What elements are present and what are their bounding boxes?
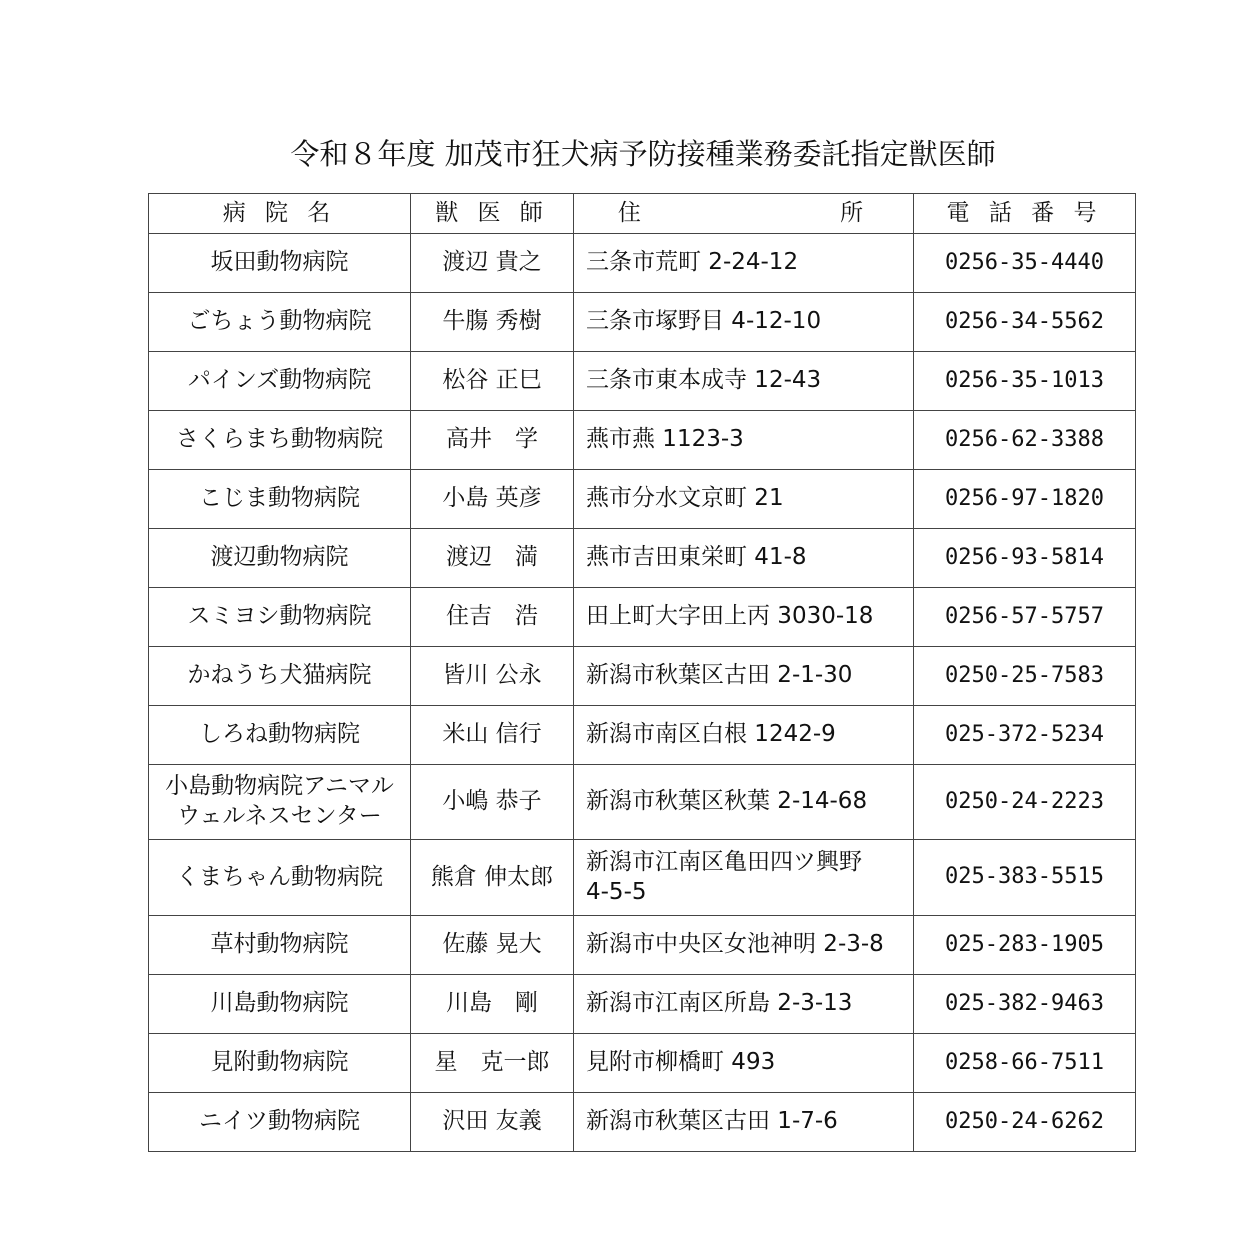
- address-cell: 三条市塚野目 4-12-10: [574, 293, 914, 352]
- hospital-name-cell: かねうち犬猫病院: [149, 647, 411, 706]
- table-row: [149, 647, 1136, 706]
- address-cell: 新潟市南区白根 1242-9: [574, 706, 914, 765]
- address-cell: 新潟市秋葉区古田 2-1-30: [574, 647, 914, 706]
- hospital-name-cell: くまちゃん動物病院: [149, 840, 411, 916]
- header-vet: 獣 医 師: [411, 194, 574, 234]
- table-row: [149, 975, 1136, 1034]
- hospital-name-cell: こじま動物病院: [149, 470, 411, 529]
- table-row: [149, 706, 1136, 765]
- vet-name-cell: 渡辺 満: [411, 529, 574, 588]
- phone-cell: 0256-57-5757: [914, 588, 1136, 647]
- vet-name-cell: 星 克一郎: [411, 1034, 574, 1093]
- phone-cell: 0250-24-6262: [914, 1093, 1136, 1152]
- address-cell: 燕市吉田東栄町 41-8: [574, 529, 914, 588]
- table-row: [149, 1034, 1136, 1093]
- hospital-name-cell: 渡辺動物病院: [149, 529, 411, 588]
- hospital-name-cell: 川島動物病院: [149, 975, 411, 1034]
- address-cell: 見附市柳橋町 493: [574, 1034, 914, 1093]
- hospital-name-cell: しろね動物病院: [149, 706, 411, 765]
- address-cell: 新潟市江南区亀田四ツ興野 4-5-5: [574, 840, 914, 916]
- table-row: [149, 470, 1136, 529]
- address-cell: 三条市東本成寺 12-43: [574, 352, 914, 411]
- table-row: [149, 840, 1136, 916]
- hospital-name-cell: スミヨシ動物病院: [149, 588, 411, 647]
- phone-cell: 0256-35-1013: [914, 352, 1136, 411]
- vet-name-cell: 小嶋 恭子: [411, 765, 574, 840]
- address-cell: 新潟市秋葉区秋葉 2-14-68: [574, 765, 914, 840]
- phone-cell: 0250-25-7583: [914, 647, 1136, 706]
- table-row: [149, 234, 1136, 293]
- phone-cell: 025-372-5234: [914, 706, 1136, 765]
- vet-name-cell: 松谷 正巳: [411, 352, 574, 411]
- header-phone: 電 話 番 号: [914, 194, 1136, 234]
- hospital-name-cell: 草村動物病院: [149, 916, 411, 975]
- hospital-name-cell: 小島動物病院アニマル ウェルネスセンター: [149, 765, 411, 840]
- phone-cell: 0256-34-5562: [914, 293, 1136, 352]
- table-row: [149, 411, 1136, 470]
- vet-name-cell: 小島 英彦: [411, 470, 574, 529]
- phone-cell: 0256-62-3388: [914, 411, 1136, 470]
- vet-name-cell: 住吉 浩: [411, 588, 574, 647]
- address-cell: 燕市燕 1123-3: [574, 411, 914, 470]
- table-row: [149, 1093, 1136, 1152]
- phone-cell: 0256-93-5814: [914, 529, 1136, 588]
- vet-name-cell: 熊倉 伸太郎: [411, 840, 574, 916]
- vet-name-cell: 佐藤 晃大: [411, 916, 574, 975]
- veterinarian-table: [148, 193, 1136, 1152]
- phone-cell: 0258-66-7511: [914, 1034, 1136, 1093]
- hospital-name-cell: さくらまち動物病院: [149, 411, 411, 470]
- phone-cell: 025-382-9463: [914, 975, 1136, 1034]
- address-cell: 新潟市中央区女池神明 2-3-8: [574, 916, 914, 975]
- phone-cell: 025-383-5515: [914, 840, 1136, 916]
- address-cell: 三条市荒町 2-24-12: [574, 234, 914, 293]
- hospital-name-cell: 見附動物病院: [149, 1034, 411, 1093]
- vet-name-cell: 皆川 公永: [411, 647, 574, 706]
- page-title: 令和８年度 加茂市狂犬病予防接種業務委託指定獣医師: [290, 137, 996, 171]
- vet-name-cell: 渡辺 貴之: [411, 234, 574, 293]
- table-row: [149, 293, 1136, 352]
- table-row: [149, 529, 1136, 588]
- hospital-name-cell: 坂田動物病院: [149, 234, 411, 293]
- phone-cell: 0256-35-4440: [914, 234, 1136, 293]
- address-cell: 燕市分水文京町 21: [574, 470, 914, 529]
- phone-cell: 0250-24-2223: [914, 765, 1136, 840]
- phone-cell: 025-283-1905: [914, 916, 1136, 975]
- vet-name-cell: 高井 学: [411, 411, 574, 470]
- table-row: [149, 352, 1136, 411]
- hospital-name-cell: ニイツ動物病院: [149, 1093, 411, 1152]
- table-row: [149, 916, 1136, 975]
- hospital-name-cell: ごちょう動物病院: [149, 293, 411, 352]
- address-cell: 新潟市秋葉区古田 1-7-6: [574, 1093, 914, 1152]
- table-header-row: [149, 194, 1136, 234]
- phone-cell: 0256-97-1820: [914, 470, 1136, 529]
- header-hospital: 病 院 名: [149, 194, 411, 234]
- hospital-name-cell: パインズ動物病院: [149, 352, 411, 411]
- table-row: [149, 588, 1136, 647]
- header-address: 住 所: [574, 194, 914, 234]
- table-row: [149, 765, 1136, 840]
- vet-name-cell: 沢田 友義: [411, 1093, 574, 1152]
- address-cell: 田上町大字田上丙 3030-18: [574, 588, 914, 647]
- address-cell: 新潟市江南区所島 2-3-13: [574, 975, 914, 1034]
- vet-name-cell: 米山 信行: [411, 706, 574, 765]
- vet-name-cell: 牛膓 秀樹: [411, 293, 574, 352]
- vet-name-cell: 川島 剛: [411, 975, 574, 1034]
